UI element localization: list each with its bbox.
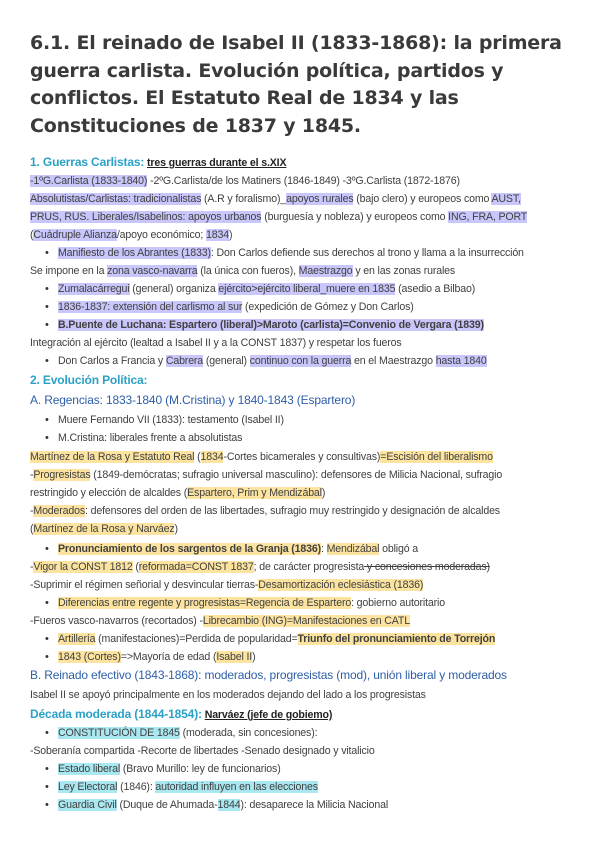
plain-text: (general) organiza [129, 283, 219, 295]
plain-text: - [30, 561, 34, 573]
plain-text: - [30, 505, 34, 517]
page-title: 6.1. El reinado de Isabel II (1833-1868): la primera guerra carlista. Evolución política, partidos y conflictos. El Estatuto Real de 1834 y las Constituciones de 1837 y 1845. [30, 32, 562, 137]
plain-text: ; de carácter progresista [253, 561, 365, 573]
highlight-text: Martínez de la Rosa y Estatuto Real [30, 451, 195, 463]
plain-text: Se impone en la [30, 265, 108, 277]
plain-text: restringido y elección de alcaldes ( [30, 487, 188, 499]
plain-text: (manifestaciones)=Perdida de popularidad= [95, 633, 298, 645]
plain-text: : Don Carlos defiende sus derechos al trono y llama a la insurrección [210, 247, 524, 259]
highlight-text: autoridad influyen en las elecciones [155, 781, 318, 793]
highlight-text: Maestrazgo [298, 265, 353, 277]
highlight-text: ejército>ejército liberal_muere en 1835 [218, 283, 396, 295]
list-item [58, 542, 418, 556]
highlight-text: =Escisión del liberalismo [380, 451, 493, 463]
highlight-text: Cuádruple Alianza [33, 229, 117, 241]
section-heading-label: 1. Guerras Carlistas: [30, 155, 145, 169]
list-item [58, 632, 495, 646]
plain-text: ( [132, 561, 139, 573]
highlight-text: Pronunciamiento de los sargentos de la Granja (1836) [58, 543, 322, 555]
highlight-text: CONSTITUCIÓN DE 1845 [58, 727, 180, 739]
text-line: Isabel II se apoyó principalmente en los moderados dejando del lado a los progresistas [30, 689, 426, 701]
highlight-text: reformada=CONST 1837 [138, 561, 254, 573]
text-line [30, 192, 521, 206]
plain-text: ): desaparece la Milicia Nacional [240, 799, 389, 811]
list-item [58, 726, 317, 740]
highlight-text: 1834 [200, 451, 224, 463]
plain-text: (Bravo Murillo: ley de funcionarios) [120, 763, 281, 775]
highlight-text: 1836-1837: extensión del carlismo al sur [58, 301, 243, 313]
plain-text: : defensores del orden de las libertades, sufragio muy restringido y designación de alcaldes [85, 505, 500, 517]
highlight-text: Espartero, Prim y Mendizábal [187, 487, 322, 499]
highlight-text: Martínez de la Rosa y Narváez [33, 523, 175, 535]
plain-text: -Cortes bicamerales y consultivas) [223, 451, 381, 463]
highlight-text: Guardia Civil [58, 799, 117, 811]
plain-text: ) [252, 651, 256, 663]
plain-text: en el Maestrazgo [351, 355, 436, 367]
highlight-text: Vigor la CONST 1812 [33, 561, 133, 573]
section-heading-note: Narváez (jefe de gobiemo) [204, 709, 333, 721]
plain-text: (1846): [117, 781, 156, 793]
text-line [30, 264, 455, 278]
plain-text: (bajo clero) y europeos como [353, 193, 492, 205]
plain-text: -2ºG.Carlista/de los Matiners (1846-1849) -3ºG.Carlista (1872-1876) [147, 175, 460, 187]
text-line [30, 210, 527, 224]
subheading-label: B. Reinado efectivo (1843-1868): moderados, progresistas (mod), unión liberal y moderados [30, 668, 507, 682]
text-line [30, 486, 325, 500]
plain-text: ) [174, 523, 178, 535]
subheading-label: A. Regencias: 1833-1840 (M.Cristina) y 1840-1843 (Espartero) [30, 393, 356, 407]
plain-text: (moderada, sin concesiones): [179, 727, 318, 739]
plain-text: (general) [203, 355, 250, 367]
section-heading-evolucion-politica [30, 373, 147, 388]
highlight-text: Triunfo del pronunciamiento de Torrejón [297, 633, 496, 645]
list-item [58, 798, 388, 812]
plain-text: (A.R y foralismo)_ [201, 193, 287, 205]
section-heading-label: 2. Evolución Política: [30, 373, 148, 387]
highlight-text: continuo con la guerra [249, 355, 352, 367]
list-item [58, 318, 484, 332]
highlight-text: 1844 [217, 799, 241, 811]
subheading-regencias [30, 393, 355, 408]
section-heading-decada-moderada [30, 707, 332, 722]
highlight-text: PRUS, RUS. Liberales/Isabelinos: apoyos urbanos [30, 211, 262, 223]
list-item [58, 246, 524, 260]
list-item [58, 300, 414, 314]
plain-text: ) [321, 487, 326, 499]
highlight-text: 1843 (Cortes) [58, 651, 121, 663]
highlight-text: zona vasco-navarra [107, 265, 198, 277]
plain-text: (expedición de Gómez y Don Carlos) [242, 301, 414, 313]
plain-text: =>Mayoría de edad ( [120, 651, 217, 663]
plain-text: -Suprimir el régimen señorial y desvincular tierras- [30, 579, 259, 591]
plain-text: y en las zonas rurales [352, 265, 456, 277]
highlight-text: 1834 [206, 229, 229, 241]
plain-text: (la única con fueros), [197, 265, 299, 277]
text-line [30, 522, 178, 536]
highlight-text: Moderados [33, 505, 86, 517]
text-line [30, 614, 410, 628]
section-heading-guerras-carlistas [30, 155, 286, 170]
plain-text: obligó a [379, 543, 418, 555]
highlight-text: Mendizábal [326, 543, 380, 555]
text-line [30, 228, 232, 242]
list-item [58, 354, 487, 368]
highlight-text: Isabel II [216, 651, 253, 663]
plain-text: (Duque de Ahumada- [116, 799, 218, 811]
plain-text: -Fueros vasco-navarros (recortados) - [30, 615, 203, 627]
list-item [58, 650, 255, 664]
highlight-text: hasta 1840 [435, 355, 487, 367]
plain-text: Don Carlos a Francia y [58, 355, 166, 367]
highlight-text: Diferencias entre regente y progresistas=Regencia de Espartero [58, 597, 352, 609]
list-item [58, 596, 445, 610]
text-line [30, 560, 490, 574]
list-item [58, 780, 318, 794]
highlight-text: ING, FRA, PORT [448, 211, 528, 223]
text-line [30, 504, 500, 518]
plain-text: ) [228, 229, 233, 241]
list-item: • M.Cristina: liberales frente a absolutistas [58, 431, 242, 445]
text-line [30, 174, 460, 188]
list-item [58, 282, 475, 296]
plain-text: (1849-demócratas; sufragio universal masculino): defensores de Milicia Nacional, sufragio [90, 469, 503, 481]
highlight-text: Artillería [58, 633, 96, 645]
highlight-text: Cabrera [165, 355, 204, 367]
highlight-text: apoyos rurales [286, 193, 354, 205]
highlight-text: AUST, [491, 193, 521, 205]
highlight-text: B.Puente de Luchana: Espartero (liberal)>Maroto (carlista)=Convenio de Vergara (1839) [58, 319, 484, 331]
highlight-text: Estado liberal [58, 763, 121, 775]
subheading-reinado-efectivo [30, 668, 507, 683]
plain-text: - [30, 469, 34, 481]
plain-text: (asedio a Bilbao) [395, 283, 476, 295]
text-line [30, 450, 493, 464]
highlight-text: Ley Electoral [58, 781, 118, 793]
highlight-text: Absolutistas/Carlistas: tradicionalistas [30, 193, 202, 205]
struck-text: y concesiones moderadas) [364, 561, 490, 573]
highlight-text: Desamortización eclesiástica (1836) [258, 579, 424, 591]
text-line [30, 468, 502, 482]
section-heading-label: Década moderada (1844-1854): [30, 707, 202, 721]
section-heading-note: tres guerras durante el s.XIX [147, 157, 287, 169]
list-item: • Muere Fernando VII (1833): testamento (Isabel II) [58, 413, 284, 427]
plain-text: ( [30, 229, 34, 241]
plain-text: : gobierno autoritario [351, 597, 445, 609]
plain-text: /apoyo económico; [116, 229, 206, 241]
highlight-text: Manifiesto de los Abrantes (1833) [58, 247, 211, 259]
highlight-text: -1ºG.Carlista (1833-1840) [30, 175, 148, 187]
text-line: Integración al ejército (lealtad a Isabel II y a la CONST 1837) y respetar los fueros [30, 337, 402, 349]
highlight-text: Progresistas [33, 469, 91, 481]
text-line: -Soberanía compartida -Recorte de libertades -Senado designado y vitalicio [30, 745, 375, 757]
plain-text: ( [30, 523, 34, 535]
highlight-text: Librecambio (ING)=Manifestaciones en CATL [202, 615, 410, 627]
highlight-text: Zumalacárregui [58, 283, 130, 295]
plain-text: (burguesía y nobleza) y europeos como [261, 211, 449, 223]
plain-text: : [321, 543, 327, 555]
list-item [58, 762, 281, 776]
text-line [30, 578, 423, 592]
plain-text: ( [194, 451, 201, 463]
